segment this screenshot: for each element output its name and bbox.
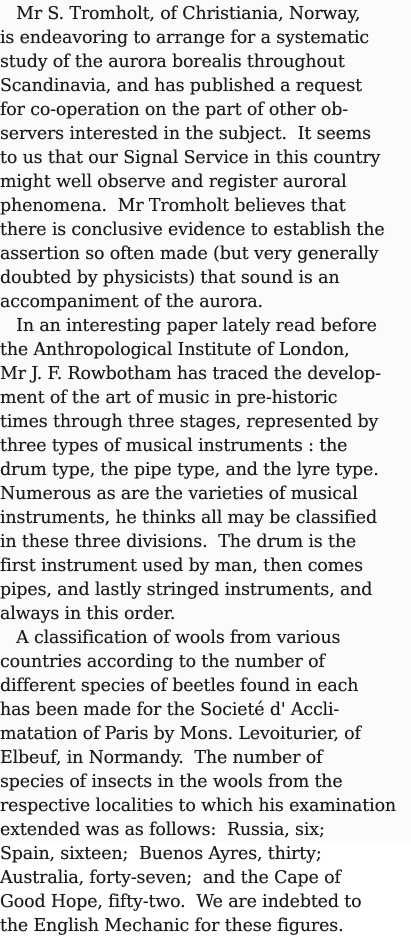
article-line: Spain, sixteen; Buenos Ayres, thirty; <box>0 844 322 864</box>
article-line: the English Mechanic for these figures. <box>0 916 344 936</box>
article-line: Australia, forty-seven; and the Cape of <box>0 868 341 888</box>
article-line: accompaniment of the aurora. <box>0 292 263 312</box>
article-line: Mr J. F. Rowbotham has traced the develop- <box>0 364 381 384</box>
article-line: A classification of wools from various <box>0 628 341 648</box>
article-line: to us that our Signal Service in this country <box>0 148 381 168</box>
article-line: ment of the art of music in pre-historic <box>0 388 338 408</box>
article-line: might well observe and register auroral <box>0 172 347 192</box>
article-line: study of the aurora borealis throughout <box>0 52 345 72</box>
article-line: phenomena. Mr Tromholt believes that <box>0 196 346 216</box>
article-line: always in this order. <box>0 604 176 624</box>
article-line: Good Hope, fifty-two. We are indebted to <box>0 892 362 912</box>
article-line: different species of beetles found in each <box>0 676 359 696</box>
article-line: doubted by physicists) that sound is an <box>0 268 340 288</box>
article-line: Numerous as are the varieties of musical <box>0 484 358 504</box>
article-line: has been made for the Societé d' Accli- <box>0 700 340 720</box>
article-line: there is conclusive evidence to establish the <box>0 220 385 240</box>
article-line: Elbeuf, in Normandy. The number of <box>0 748 323 768</box>
article-line: Mr S. Tromholt, of Christiania, Norway, <box>0 4 361 24</box>
article-line: In an interesting paper lately read before <box>0 316 377 336</box>
article-line: pipes, and lastly stringed instruments, and <box>0 580 373 600</box>
article-line: for co-operation on the part of other ob- <box>0 100 348 120</box>
article-line: three types of musical instruments : the <box>0 436 348 456</box>
article-line: respective localities to which his examination <box>0 796 396 816</box>
article-line: drum type, the pipe type, and the lyre type. <box>0 460 379 480</box>
article-line: countries according to the number of <box>0 652 325 672</box>
article-line: the Anthropological Institute of London, <box>0 340 350 360</box>
article-line: is endeavoring to arrange for a systematic <box>0 28 370 48</box>
article-line: Scandinavia, and has published a request <box>0 76 362 96</box>
article-line: instruments, he thinks all may be classified <box>0 508 377 528</box>
article-line: matation of Paris by Mons. Levoiturier, of <box>0 724 361 744</box>
article-line: assertion so often made (but very generally <box>0 244 379 264</box>
article-line: first instrument used by man, then comes <box>0 556 363 576</box>
article-line: in these three divisions. The drum is the <box>0 532 357 552</box>
article-line: extended was as follows: Russia, six; <box>0 820 325 840</box>
article-line: servers interested in the subject. It seems <box>0 124 371 144</box>
article-line: times through three stages, represented by <box>0 412 379 432</box>
article-line: species of insects in the wools from the <box>0 772 343 792</box>
